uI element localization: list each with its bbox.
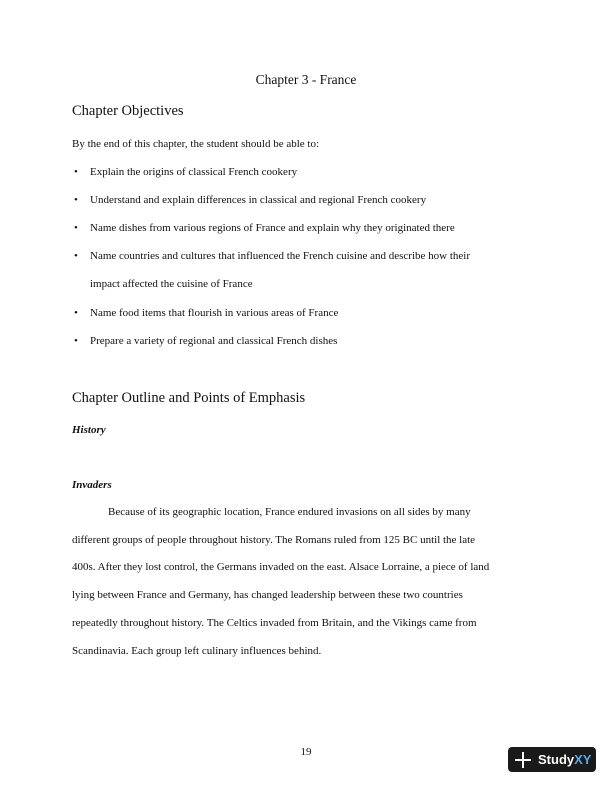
bullet-icon: •: [74, 194, 78, 206]
paragraph-line: lying between France and Germany, has changed leadership between these two countries: [72, 589, 463, 601]
outline-heading: Chapter Outline and Points of Emphasis: [72, 390, 306, 406]
chapter-title: Chapter 3 - France: [255, 72, 357, 87]
paragraph-line: Because of its geographic location, France endured invasions on all sides by many: [108, 506, 471, 518]
bullet-icon: •: [74, 307, 78, 319]
paragraph-line: 400s. After they lost control, the Germans invaded on the east. Alsace Lorraine, a piece of land: [72, 561, 490, 573]
bullet-icon: •: [74, 335, 78, 347]
objectives-heading: Chapter Objectives: [72, 103, 184, 119]
page-number: 19: [300, 746, 312, 758]
paragraph-line: repeatedly throughout history. The Celtics invaded from Britain, and the Vikings came from: [72, 617, 477, 629]
paragraph-line: different groups of people throughout history. The Romans ruled from 125 BC until the late: [72, 534, 476, 546]
bullet-icon: •: [74, 166, 78, 178]
studyxy-badge[interactable]: [508, 747, 596, 772]
history-subheading: History: [72, 424, 106, 436]
bullet-icon: •: [74, 222, 78, 234]
plus-icon: [514, 751, 532, 769]
invaders-subheading: Invaders: [72, 479, 112, 491]
paragraph-line: Scandinavia. Each group left culinary influences behind.: [72, 645, 322, 657]
bullet-icon: •: [74, 250, 78, 262]
brand-name: StudyXY: [538, 752, 592, 767]
objectives-intro: By the end of this chapter, the student should be able to:: [72, 138, 320, 150]
